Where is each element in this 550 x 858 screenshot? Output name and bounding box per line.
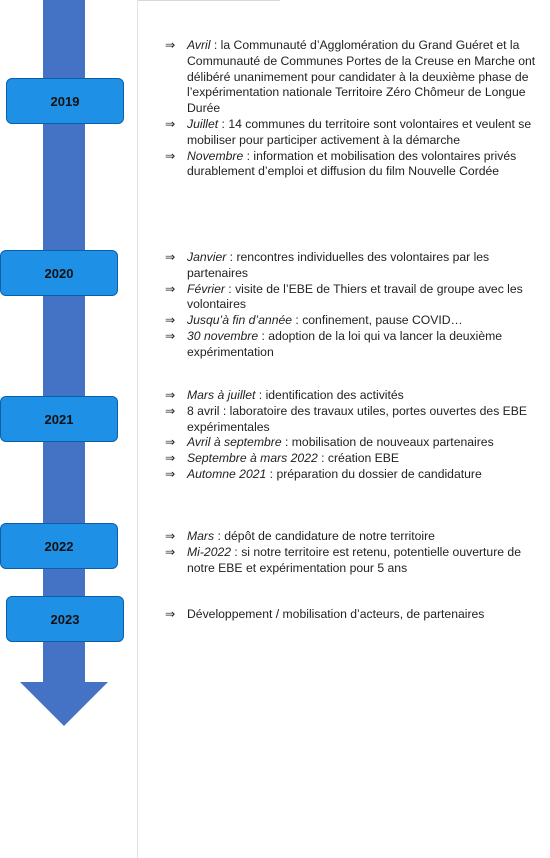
year-label: 2019 bbox=[50, 93, 80, 109]
year-label: 2022 bbox=[44, 538, 74, 554]
arrow-bullet-icon: ⇒ bbox=[165, 281, 176, 296]
year-label: 2023 bbox=[50, 611, 80, 627]
year-label: 2021 bbox=[44, 411, 74, 427]
arrow-bullet-icon: ⇒ bbox=[165, 435, 176, 450]
arrow-bullet-icon: ⇒ bbox=[165, 544, 176, 559]
event-item: ⇒ Avril à septembre : mobilisation de nouveaux partenaires bbox=[165, 435, 494, 450]
event-item: ⇒ Jusqu’à fin d’année : confinement, pause COVID… bbox=[165, 313, 463, 328]
arrow-bullet-icon: ⇒ bbox=[165, 451, 176, 466]
arrow-bullet-icon: ⇒ bbox=[165, 250, 176, 264]
arrow-bullet-icon: ⇒ bbox=[165, 148, 176, 163]
event-item: ⇒ Février : visite de l’EBE de Thiers et travail de groupe avec les volontaires bbox=[165, 281, 523, 312]
year-badge-2021 bbox=[0, 396, 118, 442]
year-badge-2022 bbox=[0, 523, 118, 569]
arrow-bullet-icon: ⇒ bbox=[165, 529, 176, 543]
year-badge-2019 bbox=[6, 78, 124, 124]
event-item: ⇒ Mi-2022 : si notre territoire est retenu, potentielle ouverture de notre EBE et expérimentation pour 5 ans bbox=[165, 544, 521, 575]
event-item: ⇒ Avril : la Communauté d’Agglomération du Grand Guéret et la Communauté de Communes Portes de la Creuse en Marche ont délibéré unanimement pour candidater à la deuxième phase de l’expérimentation nationale Territoire Zéro Chômeur de Longue Durée bbox=[165, 38, 536, 116]
event-item: ⇒ Septembre à mars 2022 : création EBE bbox=[165, 451, 400, 466]
year-badge-2020 bbox=[0, 250, 118, 296]
top-divider bbox=[138, 0, 280, 1]
year-label: 2020 bbox=[44, 265, 74, 281]
event-item: ⇒ 8 avril : laboratoire des travaux utiles, portes ouvertes des EBE expérimentales bbox=[165, 403, 528, 434]
arrow-bullet-icon: ⇒ bbox=[165, 403, 176, 418]
event-item: ⇒ 30 novembre : adoption de la loi qui va lancer la deuxième expérimentation bbox=[165, 328, 503, 359]
arrow-bullet-icon: ⇒ bbox=[165, 466, 176, 481]
arrow-bullet-icon: ⇒ bbox=[165, 328, 176, 343]
events-2023 bbox=[165, 607, 545, 623]
event-item: ⇒ Janvier : rencontres individuelles des volontaires par les partenaires bbox=[165, 250, 490, 280]
event-item: ⇒ Juillet : 14 communes du territoire sont volontaires et veulent se mobiliser pour participer activement à la démarche bbox=[165, 116, 532, 147]
year-badge-2023 bbox=[6, 596, 124, 642]
event-item: ⇒ Automne 2021 : préparation du dossier de candidature bbox=[165, 466, 482, 481]
events-2020 bbox=[165, 250, 545, 361]
arrow-bullet-icon: ⇒ bbox=[165, 313, 176, 328]
event-item: ⇒ Mars à juillet : identification des activités bbox=[165, 388, 404, 402]
events-2021 bbox=[165, 388, 545, 483]
events-2019 bbox=[165, 38, 545, 180]
event-item: ⇒ Développement / mobilisation d’acteurs, de partenaires bbox=[165, 607, 485, 621]
arrow-bullet-icon: ⇒ bbox=[165, 38, 176, 52]
event-item: ⇒ Novembre : information et mobilisation des volontaires privés durablement d’emploi et diffusion du film Nouvelle Cordée bbox=[165, 148, 517, 179]
arrow-bullet-icon: ⇒ bbox=[165, 607, 176, 621]
event-item: ⇒ Mars : dépôt de candidature de notre territoire bbox=[165, 529, 435, 543]
events-2022 bbox=[165, 529, 545, 576]
arrow-bullet-icon: ⇒ bbox=[165, 388, 176, 402]
arrow-bullet-icon: ⇒ bbox=[165, 116, 176, 131]
